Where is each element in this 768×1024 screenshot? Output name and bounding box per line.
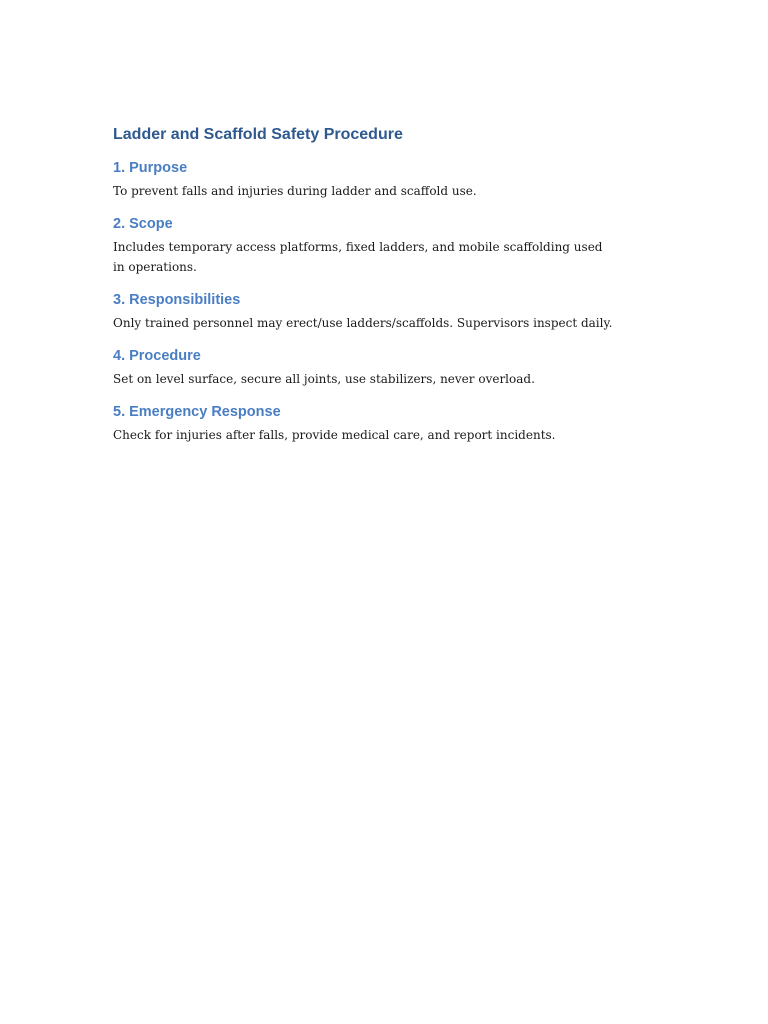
section-heading: 5. Emergency Response [113,404,281,420]
section-heading: 3. Responsibilities [113,292,241,308]
section-emergency-response [113,402,613,445]
section-body: Only trained personnel may erect/use ladders/scaffolds. Supervisors inspect daily. [113,316,613,330]
document-title: Ladder and Scaffold Safety Procedure [113,126,403,143]
section-body: Check for injuries after falls, provide medical care, and report incidents. [113,428,556,442]
section-heading: 4. Procedure [113,348,201,364]
section-body: To prevent falls and injuries during ladder and scaffold use. [113,184,477,198]
section-body: Includes temporary access platforms, fixed ladders, and mobile scaffolding used in operations. [113,240,603,274]
section-procedure [113,346,613,389]
section-purpose [113,158,613,201]
section-responsibilities [113,290,613,333]
section-heading: 1. Purpose [113,160,188,176]
section-scope [113,214,613,277]
section-heading: 2. Scope [113,216,173,232]
section-body: Set on level surface, secure all joints, use stabilizers, never overload. [113,372,535,386]
